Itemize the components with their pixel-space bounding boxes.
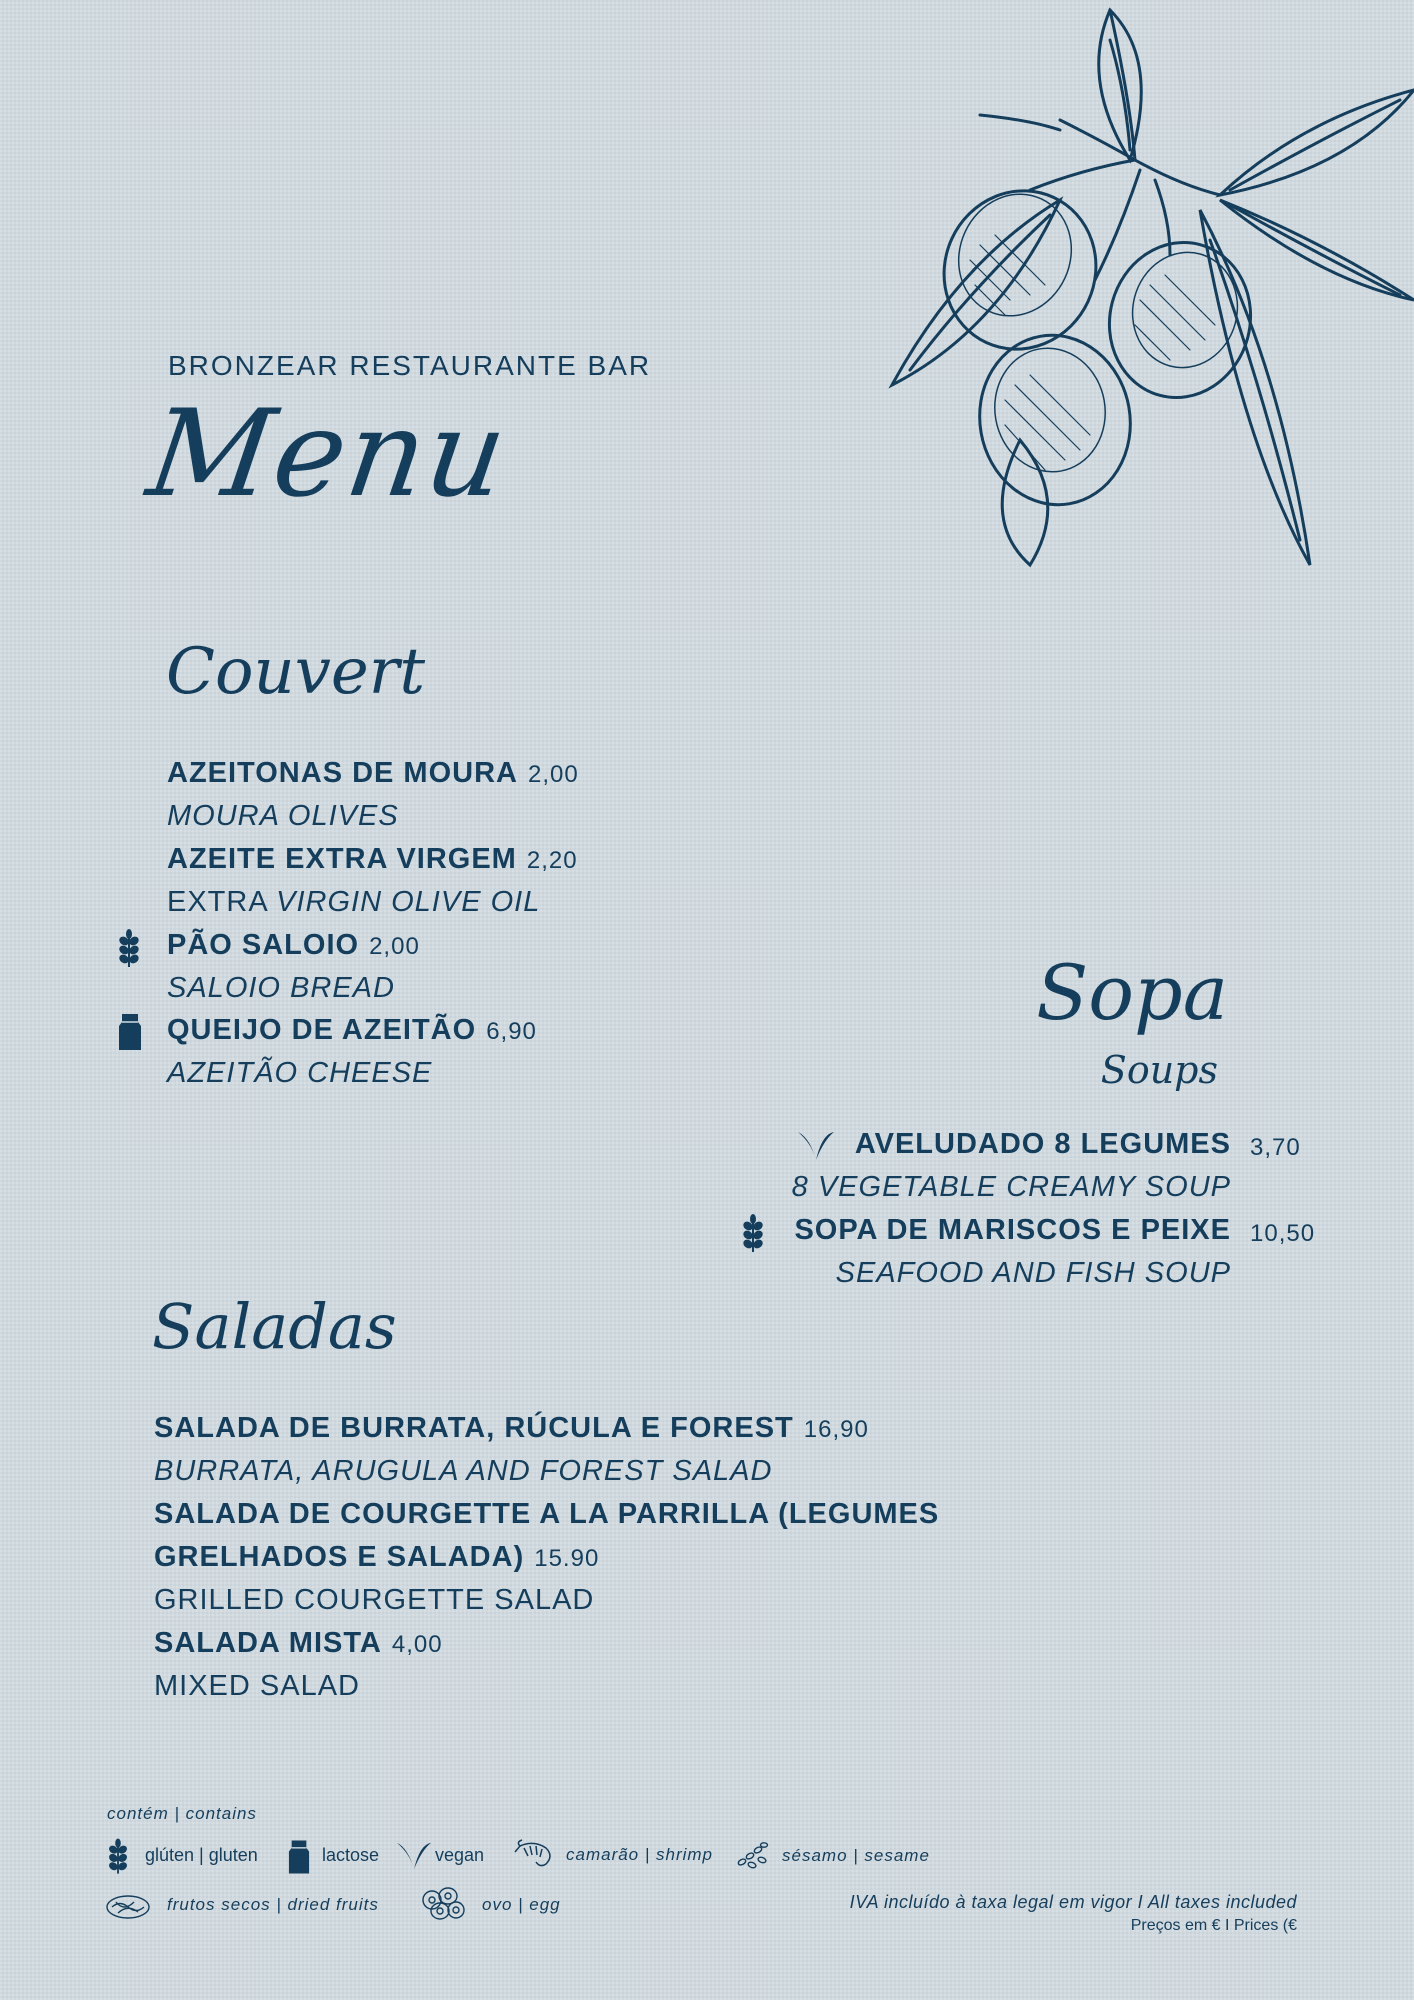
section-heading-sopa: Sopa <box>1036 948 1228 1037</box>
menu-item <box>794 1214 1231 1247</box>
item-english: GRILLED COURGETTE SALAD <box>154 1584 595 1616</box>
legend-shrimp-label: camarão | shrimp <box>566 1845 714 1864</box>
gluten-icon <box>740 1214 766 1254</box>
menu-item <box>154 1412 869 1445</box>
lactose-icon <box>288 1838 310 1876</box>
item-name: PÃO SALOIO <box>167 929 360 961</box>
legend-dried-fruits-label: frutos secos | dried fruits <box>167 1895 379 1914</box>
item-english-prefix: EXTRA <box>167 886 277 918</box>
item-name: SALADA MISTA <box>154 1627 382 1659</box>
item-english: BURRATA, ARUGULA AND FOREST SALAD <box>154 1455 773 1487</box>
legend-sesame-label: sésamo | sesame <box>782 1846 930 1865</box>
menu-item <box>855 1128 1231 1161</box>
item-name-line1: SALADA DE COURGETTE A LA PARRILLA (LEGUMES <box>154 1498 940 1530</box>
egg-icon <box>418 1886 468 1922</box>
legend-gluten-label: glúten | gluten <box>145 1845 258 1865</box>
menu-item <box>167 757 579 790</box>
menu-item <box>154 1627 443 1660</box>
item-name-line2: GRELHADOS E SALADA) <box>154 1541 525 1573</box>
item-english-rest: VIRGIN OLIVE OIL <box>276 886 541 918</box>
item-price: 2,00 <box>527 761 579 788</box>
sesame-icon <box>734 1840 770 1870</box>
lactose-icon <box>118 1012 142 1052</box>
legend-vegan-label: vegan <box>435 1845 485 1865</box>
legend-egg-label: ovo | egg <box>482 1895 561 1914</box>
item-price: 4,00 <box>391 1631 443 1658</box>
item-english: MIXED SALAD <box>154 1670 360 1702</box>
price-note: Preços em € I Prices (€ <box>1130 1917 1297 1934</box>
item-english <box>167 886 540 919</box>
item-price: 15.90 <box>534 1545 600 1572</box>
item-english: SEAFOOD AND FISH SOUP <box>835 1257 1231 1289</box>
vegan-icon <box>395 1840 433 1872</box>
item-name: AZEITONAS DE MOURA <box>167 757 518 789</box>
menu-item-continued <box>154 1541 599 1574</box>
tax-note: IVA incluído à taxa legal em vigor I All taxes included <box>849 1892 1297 1912</box>
shrimp-icon <box>514 1838 556 1870</box>
legend-title: contém | contains <box>107 1804 257 1823</box>
item-price: 6,90 <box>486 1018 537 1045</box>
item-price: 10,50 <box>1250 1220 1316 1247</box>
item-name: AZEITE EXTRA VIRGEM <box>167 843 517 875</box>
menu-item <box>167 843 578 876</box>
item-english: SALOIO BREAD <box>167 972 395 1004</box>
menu-item <box>167 929 420 962</box>
item-name: SOPA DE MARISCOS E PEIXE <box>794 1214 1231 1246</box>
menu-title: Menu <box>140 385 517 524</box>
section-subheading-soups: Soups <box>1100 1048 1218 1092</box>
gluten-icon <box>106 1838 130 1876</box>
item-price: 16,90 <box>803 1416 869 1443</box>
section-heading-saladas: Saladas <box>152 1290 397 1363</box>
item-price: 3,70 <box>1250 1134 1301 1161</box>
item-price: 2,00 <box>369 933 420 960</box>
item-price: 2,20 <box>526 847 578 874</box>
legend-lactose-label: lactose <box>322 1845 380 1865</box>
dried-fruits-icon <box>104 1892 152 1922</box>
item-name: SALADA DE BURRATA, RÚCULA E FOREST <box>154 1412 794 1444</box>
item-english: AZEITÃO CHEESE <box>167 1057 433 1089</box>
item-name: QUEIJO DE AZEITÃO <box>167 1014 477 1046</box>
item-name: AVELUDADO 8 LEGUMES <box>854 1128 1231 1160</box>
item-english: MOURA OLIVES <box>167 800 399 832</box>
menu-item <box>167 1014 537 1047</box>
olive-branch-illustration <box>880 0 1414 580</box>
menu-item <box>154 1498 939 1531</box>
section-heading-couvert: Couvert <box>166 635 426 709</box>
gluten-icon <box>116 929 142 969</box>
item-english: 8 VEGETABLE CREAMY SOUP <box>791 1171 1231 1203</box>
restaurant-name: BRONZEAR RESTAURANTE BAR <box>168 350 652 381</box>
vegan-icon <box>796 1130 836 1162</box>
